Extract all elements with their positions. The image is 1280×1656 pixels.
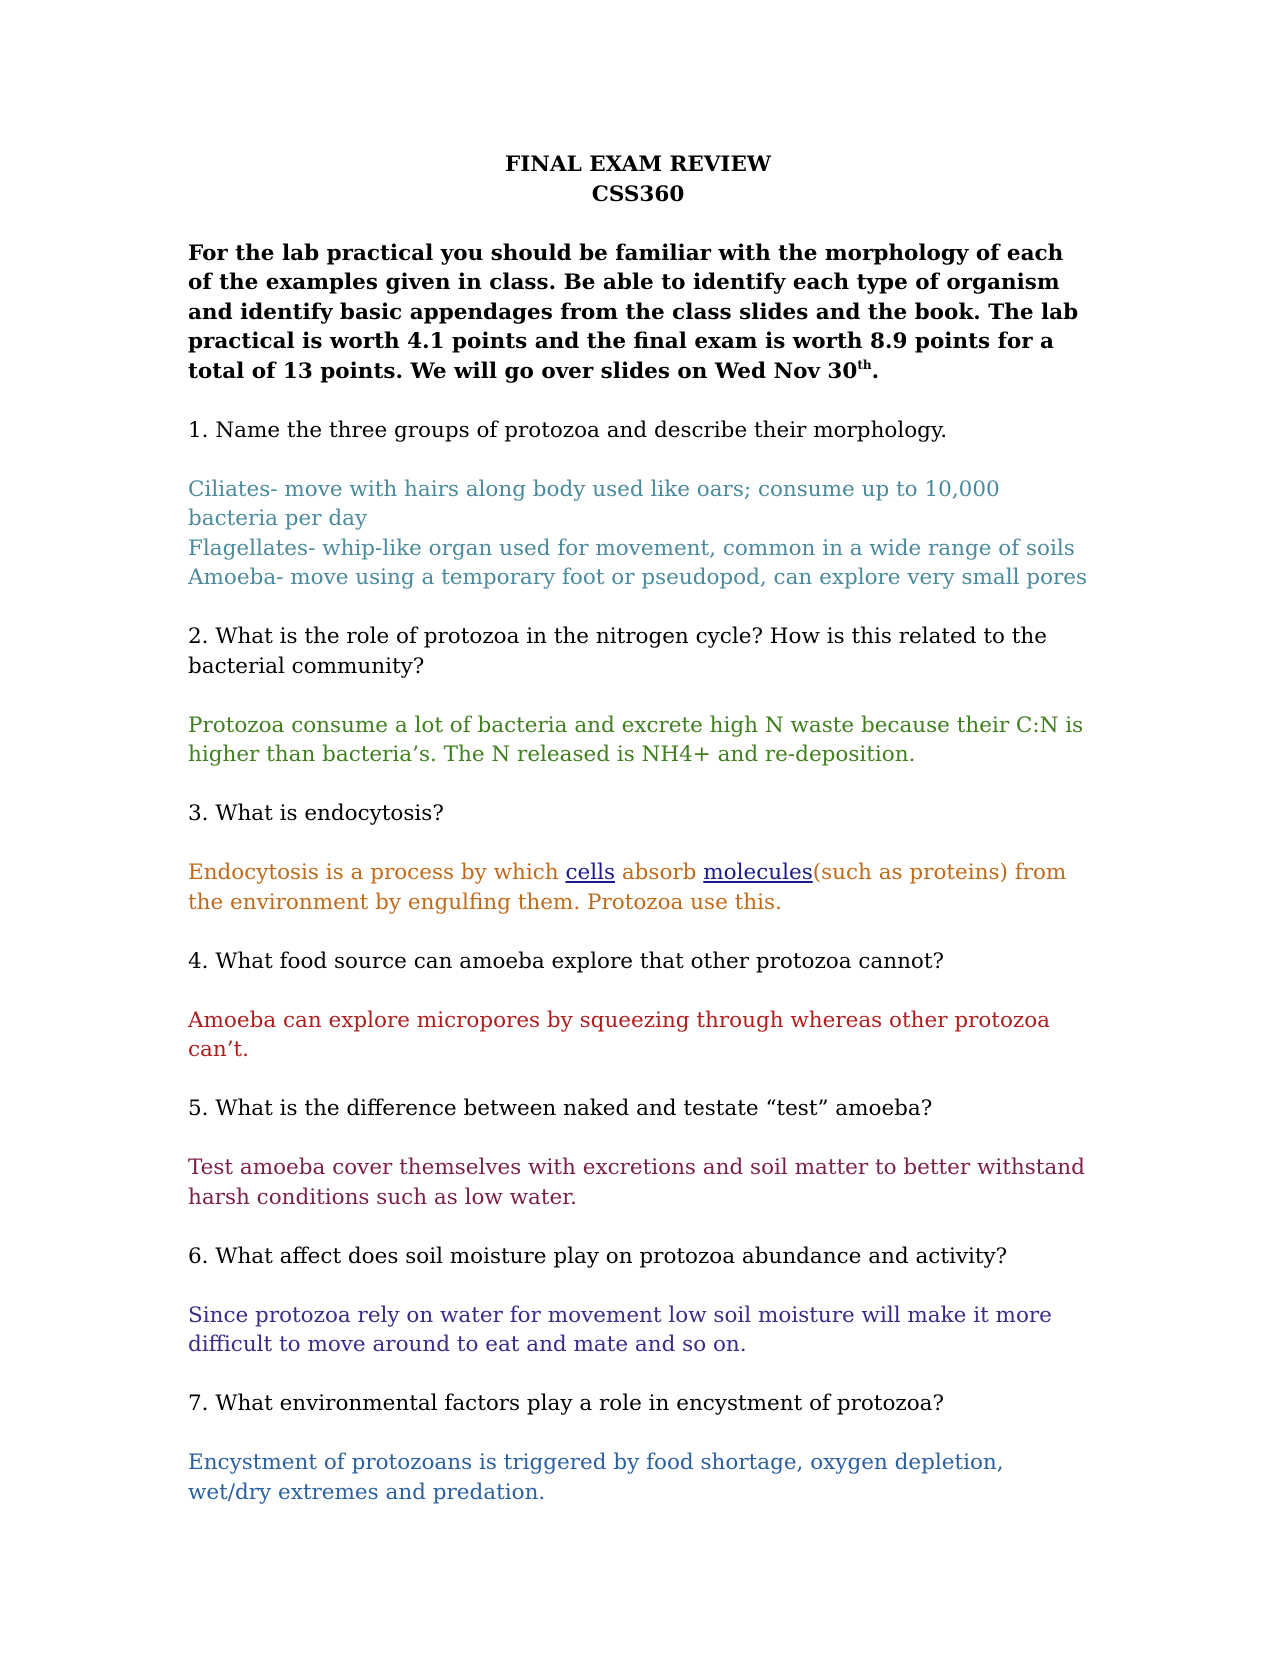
molecules-link[interactable]: molecules — [703, 860, 813, 885]
question-6: 6. What affect does soil moisture play on protozoa abundance and activity? — [188, 1243, 1008, 1269]
intro-paragraph — [188, 239, 1088, 387]
question-5: 5. What is the difference between naked and testate “test” amoeba? — [188, 1096, 933, 1121]
answer-2: Protozoa consume a lot of bacteria and excrete high N waste because their C:N is higher than bacteria’s. The N released is NH4+ and re-deposition. — [188, 712, 1084, 767]
answer-1-flagellates: Flagellates- whip-like organ used for movement, common in a wide range of soils — [188, 535, 1075, 561]
page-title — [188, 150, 1088, 209]
cells-link[interactable]: cells — [565, 860, 615, 885]
answer-6: Since protozoa rely on water for movement low soil moisture will make it more difficult to move around to eat and mate and so on. — [188, 1302, 1052, 1357]
question-3: 3. What is endocytosis? — [188, 801, 444, 826]
intro-text: For the lab practical you should be familiar with the morphology of each of the examples given in class. Be able to identify each type of organism and identify basic appendages from the class slides and the book. The lab practical is worth 4.1 points and the final exam is worth 8.9 points for a total of 13 points. We will go over slides on Wed Nov 30 — [188, 240, 1079, 384]
question-1: 1. Name the three groups of protozoa and describe their morphology. — [188, 417, 948, 443]
document-page — [188, 150, 1088, 1507]
answer-1-ciliates: Ciliates- move with hairs along body used like oars; consume up to 10,000 bacteria per day — [188, 476, 1000, 531]
course-code: CSS360 — [591, 181, 685, 207]
intro-superscript: th — [857, 357, 872, 372]
answer-3-part-1: Endocytosis is a process by which — [188, 860, 566, 885]
question-7: 7. What environmental factors play a role in encystment of protozoa? — [188, 1391, 945, 1416]
answer-3 — [188, 858, 1088, 917]
title-text: FINAL EXAM REVIEW — [504, 152, 772, 177]
answer-7: Encystment of protozoans is triggered by food shortage, oxygen depletion, wet/dry extremes and predation. — [188, 1450, 1004, 1505]
answer-1 — [188, 475, 1088, 593]
question-2: 2. What is the role of protozoa in the nitrogen cycle? How is this related to the bacterial community? — [188, 624, 1047, 679]
question-4: 4. What food source can amoeba explore that other protozoa cannot? — [188, 948, 945, 974]
answer-3-part-3: (such as proteins) from the environment by engulfing them. Protozoa use this. — [188, 860, 1067, 915]
answer-3-part-2: absorb — [615, 860, 704, 885]
intro-end: . — [871, 358, 880, 384]
answer-4: Amoeba can explore micropores by squeezing through whereas other protozoa can’t. — [188, 1007, 1050, 1062]
answer-1-amoeba: Amoeba- move using a temporary foot or pseudopod, can explore very small pores — [188, 565, 1088, 590]
answer-5: Test amoeba cover themselves with excretions and soil matter to better withstand harsh conditions such as low water. — [188, 1155, 1085, 1210]
